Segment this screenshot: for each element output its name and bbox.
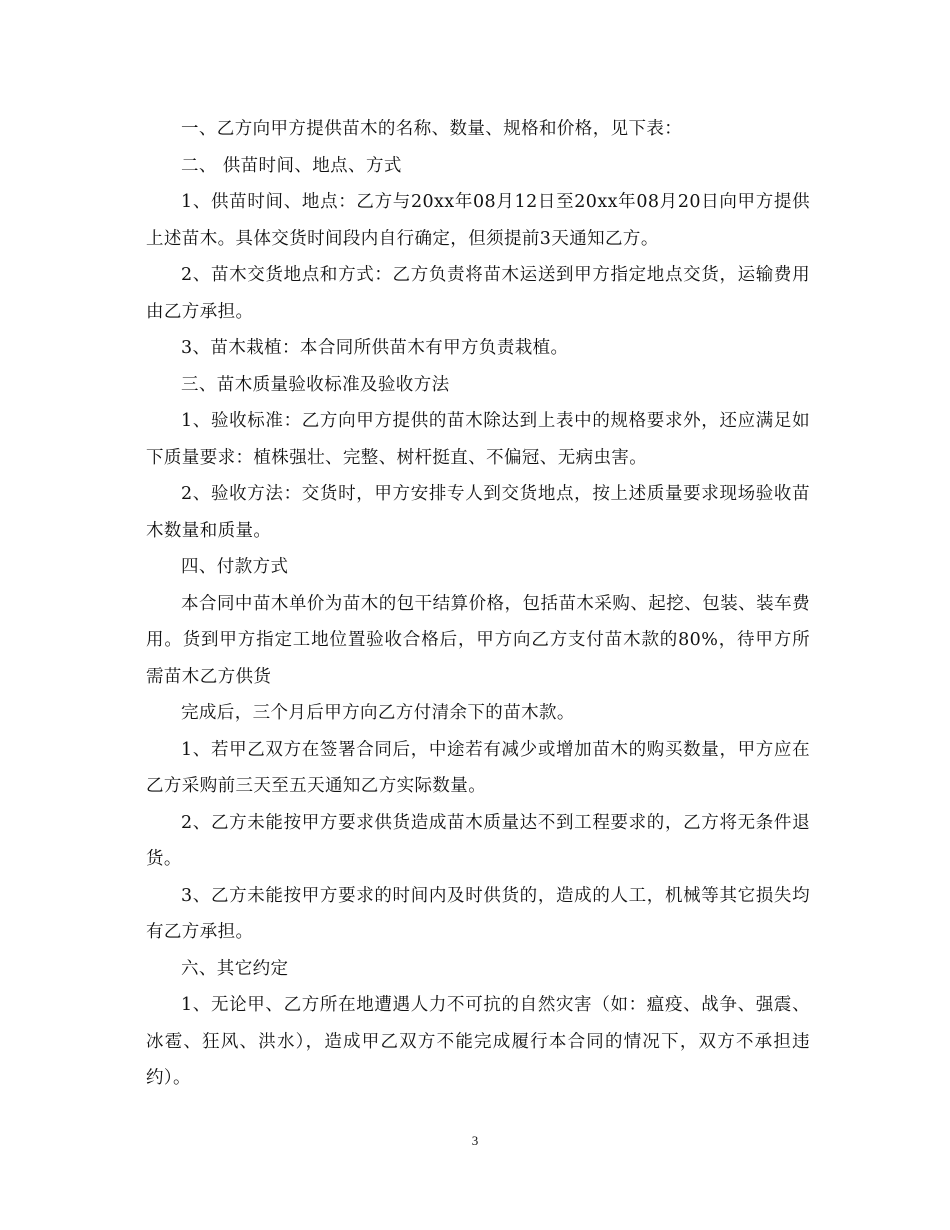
paragraph-quantity-change: 1、若甲乙双方在签署合同后，中途若有减少或增加苗木的购买数量，甲方应在乙方采购前三天至五天通知乙方实际数量。 [146,739,810,796]
paragraph-section-2-heading: 二、 供苗时间、地点、方式 [181,155,402,176]
paragraph-delivery-location: 2、苗木交货地点和方式：乙方负责将苗木运送到甲方指定地点交货，运输费用由乙方承担。 [146,265,810,322]
paragraph-force-majeure: 1、无论甲、乙方所在地遭遇人力不可抗的自然灾害（如：瘟疫、战争、强震、冰雹、狂风、洪水），造成甲乙双方不能完成履行本合同的情况下，双方不承担违约）。 [146,995,810,1088]
page-number: 3 [471,1133,479,1148]
paragraph-planting: 3、苗木栽植：本合同所供苗木有甲方负责栽植。 [181,338,569,358]
paragraph-section-4-heading: 四、付款方式 [181,557,289,577]
paragraph-section-3-heading: 三、苗木质量验收标准及验收方法 [181,374,450,395]
paragraph-section-6-heading: 六、其它约定 [181,958,289,979]
paragraph-quality-return: 2、乙方未能按甲方要求供货造成苗木质量达不到工程要求的，乙方将无条件退货。 [146,812,810,869]
document-body [146,111,810,1097]
paragraph-payment-completion: 完成后，三个月后甲方向乙方付清余下的苗木款。 [181,703,575,723]
paragraph-section-1-heading: 一、乙方向甲方提供苗木的名称、数量、规格和价格，见下表： [181,119,683,139]
paragraph-supply-time: 1、供苗时间、地点：乙方与20xx年08月12日至20xx年08月20日向甲方提供上述苗木。具体交货时间段内自行确定，但须提前3天通知乙方。 [146,192,810,249]
paragraph-late-supply: 3、乙方未能按甲方要求的时间内及时供货的，造成的人工，机械等其它损失均有乙方承担。 [146,885,810,942]
paragraph-acceptance-standard: 1、验收标准：乙方向甲方提供的苗木除达到上表中的规格要求外，还应满足如下质量要求：植株强壮、完整、树杆挺直、不偏冠、无病虫害。 [146,411,810,468]
paragraph-acceptance-method: 2、验收方法：交货时，甲方安排专人到交货地点，按上述质量要求现场验收苗木数量和质量。 [146,484,810,541]
paragraph-payment-terms: 本合同中苗木单价为苗木的包干结算价格，包括苗木采购、起挖、包装、装车费用。货到甲方指定工地位置验收合格后，甲方向乙方支付苗木款的80%，待甲方所需苗木乙方供货 [146,593,810,687]
